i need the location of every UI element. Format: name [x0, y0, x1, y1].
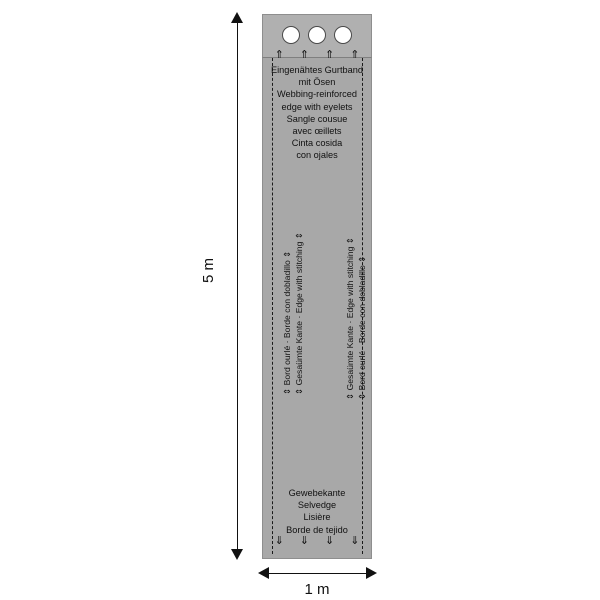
webbing-label-line: Eingenähtes Gurtband — [271, 65, 363, 75]
down-arrow-icon: ⇓ — [299, 535, 309, 547]
selvedge-label-line: Selvedge — [297, 500, 337, 511]
eyelet-icon — [308, 26, 326, 44]
up-arrow-icon: ⇑ — [299, 49, 309, 61]
selvedge-label-line: Borde de tejido — [286, 524, 348, 535]
height-arrow-up-icon — [231, 12, 243, 23]
up-arrow-icon: ⇑ — [350, 49, 360, 61]
webbing-label-line: edge with eyelets — [281, 101, 353, 112]
arrow-row-bottom — [262, 536, 372, 547]
height-dimension-line — [237, 22, 238, 550]
up-arrow-icon: ⇑ — [274, 49, 284, 61]
width-arrow-right-icon — [366, 567, 377, 579]
webbing-label-line: con ojales — [296, 150, 338, 161]
height-arrow-down-icon — [231, 549, 243, 560]
eyelet-icon — [282, 26, 300, 44]
height-dimension-label: 5 m — [200, 257, 218, 284]
down-arrow-icon: ⇓ — [350, 535, 360, 547]
eyelet-icon — [334, 26, 352, 44]
left-edge-label-line-2: ⇕ Gesaümte Kante · Edge with stitching ⇕ — [294, 232, 304, 395]
width-dimension-label: 1 m — [304, 581, 330, 598]
width-dimension-line — [268, 573, 366, 574]
selvedge-label-line: Lisière — [303, 512, 331, 523]
selvedge-label-line: Gewebekante — [288, 488, 346, 498]
left-edge-label-line-1: ⇕ Bord ourlé · Borde con dobladillo ⇕ — [282, 250, 292, 395]
down-arrow-icon: ⇓ — [325, 535, 335, 547]
webbing-label-line: Sangle cousue — [286, 113, 348, 124]
right-edge-label-line-2: ⇕ Bord ourlé · Borde con dobladillo ⇕ — [357, 255, 367, 400]
down-arrow-icon: ⇓ — [274, 535, 284, 547]
arrow-row-top — [262, 50, 372, 61]
webbing-label-line: Webbing-reinforced — [276, 89, 357, 100]
up-arrow-icon: ⇑ — [325, 49, 335, 61]
width-arrow-left-icon — [258, 567, 269, 579]
right-edge-label-line-1: ⇕ Gesaümte Kante · Edge with stitching ⇕ — [345, 237, 355, 400]
webbing-label-line: Cinta cosida — [291, 138, 343, 149]
webbing-label — [262, 64, 372, 162]
webbing-label-line: mit Ösen — [298, 77, 336, 88]
webbing-label-line: avec œillets — [292, 126, 342, 137]
selvedge-label — [262, 487, 372, 536]
